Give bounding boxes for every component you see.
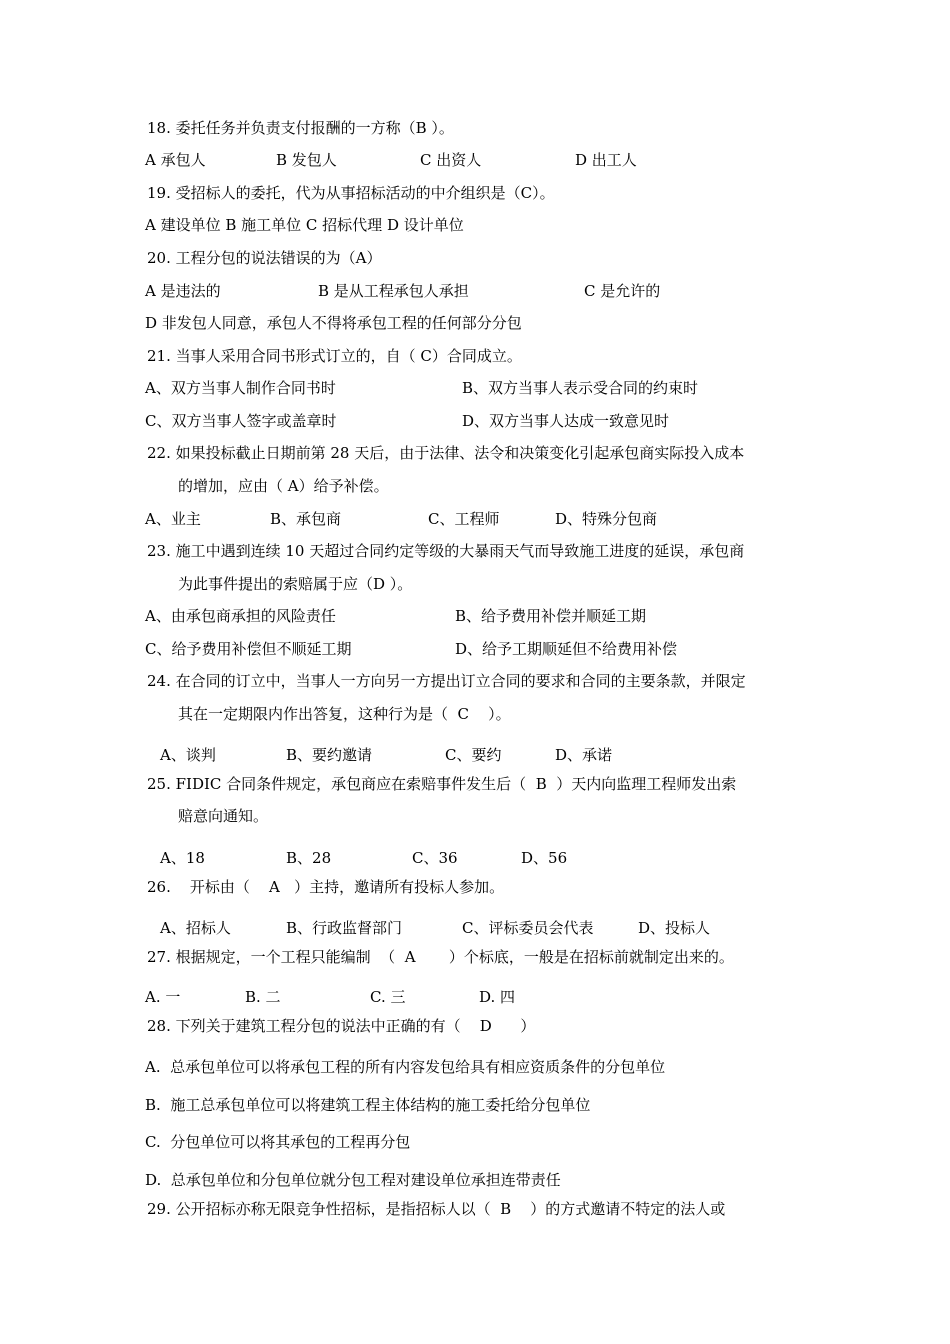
option-a: A、业主 (145, 510, 201, 528)
question-20: 20. 工程分包的说法错误的为（A） (147, 249, 382, 267)
option-c: C、给予费用补偿但不顺延工期 (145, 640, 352, 658)
option-c: C、要约 (445, 746, 502, 764)
option-b: B. 施工总承包单位可以将建筑工程主体结构的施工委托给分包单位 (145, 1096, 591, 1114)
option-d: D 出工人 (575, 151, 637, 169)
option-c: C、工程师 (428, 510, 500, 528)
option-a: A、18 (160, 849, 205, 867)
option-c: C. 分包单位可以将其承包的工程再分包 (145, 1133, 411, 1151)
option-c: C. 三 (370, 988, 406, 1006)
question-22: 22. 如果投标截止日期前第 28 天后，由于法律、法令和决策变化引起承包商实际投入成本 (147, 444, 745, 462)
option-a: A. 总承包单位可以将承包工程的所有内容发包给具有相应资质条件的分包单位 (145, 1058, 666, 1076)
option-b: B. 二 (245, 988, 281, 1006)
option-a: A、谈判 (160, 746, 216, 764)
option-c: C、双方当事人签字或盖章时 (145, 412, 337, 430)
question-22-continued: 的增加，应由（ A）给予补偿。 (178, 477, 389, 495)
option-c: C、36 (412, 849, 458, 867)
option-b: B、双方当事人表示受合同的约束时 (462, 379, 699, 397)
option-d: D、给予工期顺延但不给费用补偿 (455, 640, 678, 658)
option-c: C 是允许的 (584, 282, 661, 300)
option-b: B 发包人 (276, 151, 337, 169)
option-b: B 是从工程承包人承担 (318, 282, 469, 300)
question-25: 25. FIDIC 合同条件规定，承包商应在索赔事件发生后（ B ）天内向监理工程师发出索 (147, 775, 737, 793)
option-a: A 是违法的 (145, 282, 221, 300)
option-c: C、评标委员会代表 (462, 919, 594, 937)
options-19: A 建设单位 B 施工单位 C 招标代理 D 设计单位 (145, 216, 464, 234)
option-d: D、承诺 (555, 746, 613, 764)
option-d: D、特殊分包商 (555, 510, 658, 528)
option-b: B、给予费用补偿并顺延工期 (455, 607, 647, 625)
question-28: 28. 下列关于建筑工程分包的说法中正确的有（ D ） (147, 1017, 536, 1035)
question-26: 26. 开标由（ A ）主持，邀请所有投标人参加。 (147, 878, 505, 896)
question-24: 24. 在合同的订立中，当事人一方向另一方提出订立合同的要求和合同的主要条款，并限定 (147, 672, 746, 690)
option-c: C 出资人 (420, 151, 482, 169)
question-29: 29. 公开招标亦称无限竞争性招标，是指招标人以（ B ）的方式邀请不特定的法人或 (147, 1200, 726, 1218)
option-b: B、行政监督部门 (286, 919, 403, 937)
question-25-continued: 赔意向通知。 (178, 807, 269, 825)
question-24-continued: 其在一定期限内作出答复，这种行为是（ C ）。 (178, 705, 511, 723)
option-d: D 非发包人同意，承包人不得将承包工程的任何部分分包 (145, 314, 522, 332)
option-a: A、由承包商承担的风险责任 (145, 607, 336, 625)
question-19: 19. 受招标人的委托，代为从事招标活动的中介组织是（C）。 (147, 184, 555, 202)
question-23: 23. 施工中遇到连续 10 天超过合同约定等级的大暴雨天气而导致施工进度的延误，承包商 (147, 542, 745, 560)
question-21: 21. 当事人采用合同书形式订立的，自（ C）合同成立。 (147, 347, 522, 365)
option-d: D. 总承包单位和分包单位就分包工程对建设单位承担连带责任 (145, 1171, 561, 1189)
question-23-continued: 为此事件提出的索赔属于应（D ）。 (178, 575, 413, 593)
option-b: B、要约邀请 (286, 746, 373, 764)
option-a: A、招标人 (160, 919, 231, 937)
question-27: 27. 根据规定，一个工程只能编制 （ A ）个标底，一般是在招标前就制定出来的。 (147, 948, 734, 966)
option-b: B、承包商 (270, 510, 342, 528)
option-d: D、双方当事人达成一致意见时 (462, 412, 670, 430)
option-a: A 承包人 (145, 151, 206, 169)
option-d: D、投标人 (638, 919, 711, 937)
option-d: D. 四 (479, 988, 516, 1006)
option-a: A、双方当事人制作合同书时 (145, 379, 336, 397)
option-b: B、28 (286, 849, 332, 867)
option-a: A. 一 (145, 988, 181, 1006)
option-d: D、56 (521, 849, 568, 867)
question-18: 18. 委托任务并负责支付报酬的一方称（B ）。 (147, 119, 454, 137)
